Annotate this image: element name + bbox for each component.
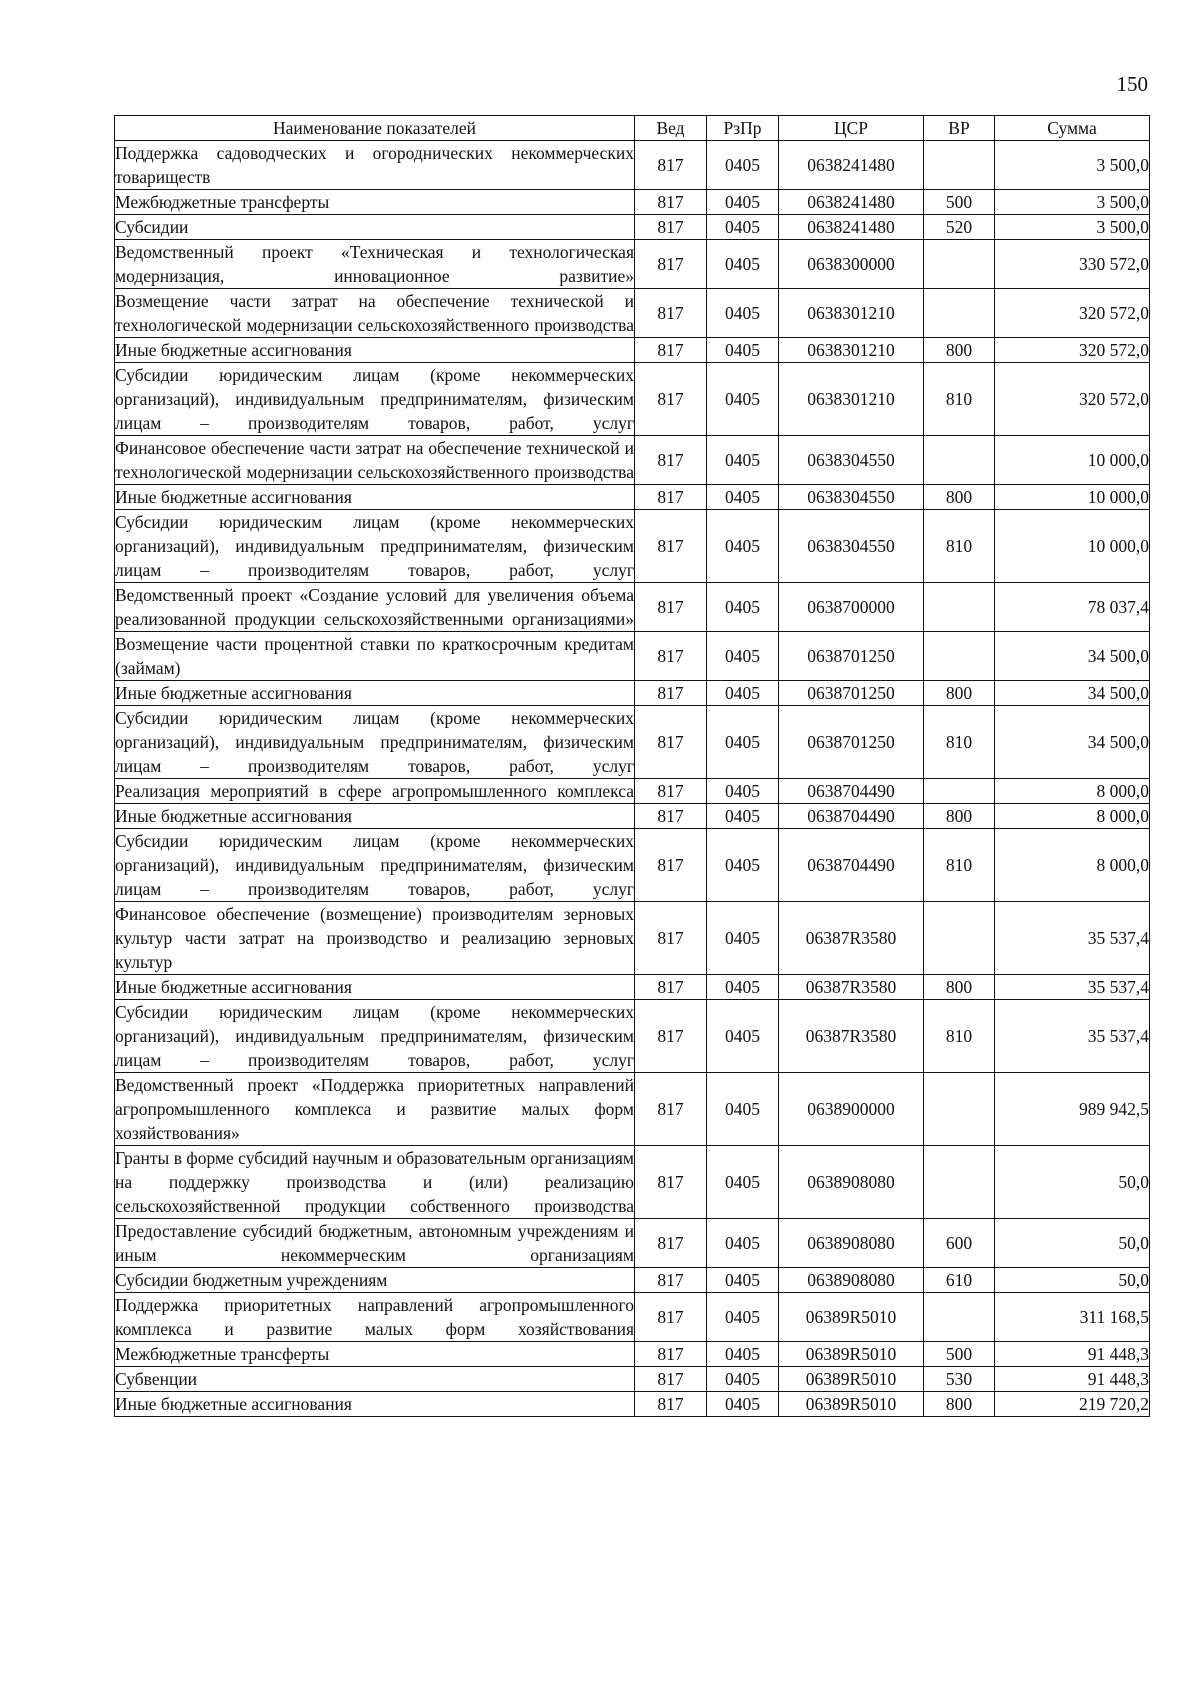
- cell-name: Иные бюджетные ассигнования: [115, 681, 635, 706]
- cell-section: 0405: [707, 1342, 779, 1367]
- header-dept: Вед: [635, 116, 707, 141]
- cell-vr: 500: [924, 190, 995, 215]
- cell-sum: 50,0: [995, 1219, 1150, 1268]
- table-row: [115, 1073, 1150, 1146]
- cell-csr: 0638241480: [779, 215, 924, 240]
- cell-csr: 0638304550: [779, 510, 924, 583]
- cell-vr: 530: [924, 1367, 995, 1392]
- cell-csr: 06387R3580: [779, 902, 924, 975]
- cell-dept: 817: [635, 363, 707, 436]
- cell-dept: 817: [635, 975, 707, 1000]
- cell-sum: 34 500,0: [995, 706, 1150, 779]
- cell-section: 0405: [707, 240, 779, 289]
- cell-name: Межбюджетные трансферты: [115, 1342, 635, 1367]
- cell-name: Субсидии юридическим лицам (кроме некоммерческих организаций), индивидуальным предпринимателям, физическим лицам – производителям товаров, работ, услуг: [115, 829, 635, 902]
- cell-csr: 0638241480: [779, 190, 924, 215]
- cell-name: Финансовое обеспечение части затрат на обеспечение технической и технологической модернизации сельскохозяйственного производства: [115, 436, 635, 485]
- cell-section: 0405: [707, 804, 779, 829]
- table-row: [115, 338, 1150, 363]
- table-row: [115, 240, 1150, 289]
- cell-sum: 50,0: [995, 1268, 1150, 1293]
- table-row: [115, 1342, 1150, 1367]
- cell-dept: 817: [635, 141, 707, 190]
- cell-name: Ведомственный проект «Техническая и технологическая модернизация, инновационное развитие»: [115, 240, 635, 289]
- cell-vr: 810: [924, 706, 995, 779]
- table-row: [115, 779, 1150, 804]
- cell-vr: [924, 902, 995, 975]
- cell-sum: 34 500,0: [995, 632, 1150, 681]
- table-row: [115, 510, 1150, 583]
- cell-section: 0405: [707, 902, 779, 975]
- cell-vr: 800: [924, 485, 995, 510]
- cell-section: 0405: [707, 632, 779, 681]
- cell-section: 0405: [707, 1073, 779, 1146]
- cell-name: Иные бюджетные ассигнования: [115, 804, 635, 829]
- cell-sum: 311 168,5: [995, 1293, 1150, 1342]
- cell-vr: 520: [924, 215, 995, 240]
- cell-vr: 610: [924, 1268, 995, 1293]
- table-row: [115, 975, 1150, 1000]
- cell-name: Ведомственный проект «Поддержка приоритетных направлений агропромышленного комплекса и развитие малых форм хозяйствования»: [115, 1073, 635, 1146]
- cell-dept: 817: [635, 1146, 707, 1219]
- cell-section: 0405: [707, 363, 779, 436]
- table-row: [115, 583, 1150, 632]
- cell-section: 0405: [707, 583, 779, 632]
- cell-dept: 817: [635, 190, 707, 215]
- cell-dept: 817: [635, 289, 707, 338]
- cell-csr: 0638701250: [779, 632, 924, 681]
- cell-name: Иные бюджетные ассигнования: [115, 1392, 635, 1417]
- cell-dept: 817: [635, 240, 707, 289]
- cell-name: Поддержка приоритетных направлений агропромышленного комплекса и развитие малых форм хозяйствования: [115, 1293, 635, 1342]
- cell-dept: 817: [635, 829, 707, 902]
- cell-csr: 0638301210: [779, 289, 924, 338]
- cell-dept: 817: [635, 436, 707, 485]
- cell-section: 0405: [707, 1293, 779, 1342]
- cell-vr: [924, 1073, 995, 1146]
- cell-section: 0405: [707, 485, 779, 510]
- cell-dept: 817: [635, 510, 707, 583]
- cell-name: Финансовое обеспечение (возмещение) производителям зерновых культур части затрат на производство и реализацию зерновых культур: [115, 902, 635, 975]
- cell-sum: 10 000,0: [995, 510, 1150, 583]
- cell-name: Иные бюджетные ассигнования: [115, 338, 635, 363]
- cell-name: Предоставление субсидий бюджетным, автономным учреждениям и иным некоммерческим организациям: [115, 1219, 635, 1268]
- cell-section: 0405: [707, 289, 779, 338]
- header-name: Наименование показателей: [115, 116, 635, 141]
- cell-name: Ведомственный проект «Создание условий для увеличения объема реализованной продукции сельскохозяйственными организациями»: [115, 583, 635, 632]
- table-row: [115, 363, 1150, 436]
- cell-sum: 219 720,2: [995, 1392, 1150, 1417]
- cell-sum: 8 000,0: [995, 829, 1150, 902]
- cell-sum: 3 500,0: [995, 141, 1150, 190]
- cell-name: Иные бюджетные ассигнования: [115, 975, 635, 1000]
- cell-section: 0405: [707, 215, 779, 240]
- cell-sum: 3 500,0: [995, 190, 1150, 215]
- cell-section: 0405: [707, 190, 779, 215]
- cell-sum: 8 000,0: [995, 779, 1150, 804]
- cell-vr: [924, 1293, 995, 1342]
- cell-csr: 06389R5010: [779, 1342, 924, 1367]
- cell-vr: [924, 583, 995, 632]
- header-sum: Сумма: [995, 116, 1150, 141]
- cell-dept: 817: [635, 681, 707, 706]
- table-body: [115, 141, 1150, 1417]
- cell-vr: 810: [924, 1000, 995, 1073]
- cell-vr: 800: [924, 681, 995, 706]
- cell-sum: 320 572,0: [995, 289, 1150, 338]
- cell-csr: 0638304550: [779, 485, 924, 510]
- cell-section: 0405: [707, 1367, 779, 1392]
- cell-section: 0405: [707, 1392, 779, 1417]
- cell-dept: 817: [635, 1219, 707, 1268]
- table-row: [115, 141, 1150, 190]
- cell-dept: 817: [635, 1342, 707, 1367]
- cell-sum: 35 537,4: [995, 975, 1150, 1000]
- cell-section: 0405: [707, 436, 779, 485]
- table-row: [115, 902, 1150, 975]
- cell-sum: 330 572,0: [995, 240, 1150, 289]
- cell-name: Субвенции: [115, 1367, 635, 1392]
- cell-section: 0405: [707, 1268, 779, 1293]
- budget-table: [114, 115, 1150, 1417]
- cell-sum: 50,0: [995, 1146, 1150, 1219]
- table-row: [115, 436, 1150, 485]
- cell-csr: 06389R5010: [779, 1293, 924, 1342]
- cell-section: 0405: [707, 1000, 779, 1073]
- cell-sum: 35 537,4: [995, 902, 1150, 975]
- cell-sum: 989 942,5: [995, 1073, 1150, 1146]
- cell-dept: 817: [635, 632, 707, 681]
- cell-vr: [924, 1146, 995, 1219]
- cell-name: Иные бюджетные ассигнования: [115, 485, 635, 510]
- cell-section: 0405: [707, 779, 779, 804]
- table-row: [115, 1293, 1150, 1342]
- cell-name: Возмещение части затрат на обеспечение технической и технологической модернизации сельскохозяйственного производства: [115, 289, 635, 338]
- cell-dept: 817: [635, 338, 707, 363]
- cell-section: 0405: [707, 1219, 779, 1268]
- cell-dept: 817: [635, 706, 707, 779]
- cell-dept: 817: [635, 1293, 707, 1342]
- cell-sum: 320 572,0: [995, 363, 1150, 436]
- cell-dept: 817: [635, 779, 707, 804]
- cell-dept: 817: [635, 583, 707, 632]
- cell-csr: 0638241480: [779, 141, 924, 190]
- cell-section: 0405: [707, 338, 779, 363]
- cell-csr: 0638908080: [779, 1219, 924, 1268]
- cell-section: 0405: [707, 706, 779, 779]
- cell-name: Субсидии юридическим лицам (кроме некоммерческих организаций), индивидуальным предпринимателям, физическим лицам – производителям товаров, работ, услуг: [115, 363, 635, 436]
- cell-name: Субсидии юридическим лицам (кроме некоммерческих организаций), индивидуальным предпринимателям, физическим лицам – производителям товаров, работ, услуг: [115, 1000, 635, 1073]
- cell-name: Субсидии: [115, 215, 635, 240]
- cell-sum: 91 448,3: [995, 1367, 1150, 1392]
- header-row: [115, 116, 1150, 141]
- cell-vr: 800: [924, 975, 995, 1000]
- table-row: [115, 215, 1150, 240]
- table-header: [115, 116, 1150, 141]
- cell-csr: 0638304550: [779, 436, 924, 485]
- cell-sum: 10 000,0: [995, 485, 1150, 510]
- cell-name: Межбюджетные трансферты: [115, 190, 635, 215]
- cell-vr: 810: [924, 363, 995, 436]
- cell-section: 0405: [707, 1146, 779, 1219]
- cell-sum: 34 500,0: [995, 681, 1150, 706]
- cell-section: 0405: [707, 681, 779, 706]
- cell-csr: 0638700000: [779, 583, 924, 632]
- cell-name: Реализация мероприятий в сфере агропромышленного комплекса: [115, 779, 635, 804]
- cell-csr: 0638701250: [779, 681, 924, 706]
- cell-vr: [924, 289, 995, 338]
- cell-dept: 817: [635, 1073, 707, 1146]
- cell-csr: 0638900000: [779, 1073, 924, 1146]
- cell-dept: 817: [635, 902, 707, 975]
- table-row: [115, 1268, 1150, 1293]
- cell-vr: 810: [924, 829, 995, 902]
- cell-sum: 35 537,4: [995, 1000, 1150, 1073]
- table-row: [115, 681, 1150, 706]
- cell-csr: 06389R5010: [779, 1392, 924, 1417]
- cell-sum: 10 000,0: [995, 436, 1150, 485]
- cell-name: Субсидии бюджетным учреждениям: [115, 1268, 635, 1293]
- table-row: [115, 289, 1150, 338]
- cell-csr: 0638301210: [779, 338, 924, 363]
- cell-csr: 0638704490: [779, 829, 924, 902]
- cell-dept: 817: [635, 215, 707, 240]
- cell-section: 0405: [707, 141, 779, 190]
- table-row: [115, 1367, 1150, 1392]
- table-row: [115, 190, 1150, 215]
- cell-vr: [924, 436, 995, 485]
- cell-csr: 06389R5010: [779, 1367, 924, 1392]
- cell-sum: 91 448,3: [995, 1342, 1150, 1367]
- cell-sum: 3 500,0: [995, 215, 1150, 240]
- cell-csr: 0638701250: [779, 706, 924, 779]
- cell-section: 0405: [707, 829, 779, 902]
- table-row: [115, 1219, 1150, 1268]
- header-section: РзПр: [707, 116, 779, 141]
- cell-dept: 817: [635, 1392, 707, 1417]
- table-row: [115, 829, 1150, 902]
- header-vr: ВР: [924, 116, 995, 141]
- table-row: [115, 706, 1150, 779]
- cell-csr: 0638908080: [779, 1268, 924, 1293]
- cell-name: Поддержка садоводческих и огороднических некоммерческих товариществ: [115, 141, 635, 190]
- cell-vr: [924, 632, 995, 681]
- cell-vr: 810: [924, 510, 995, 583]
- cell-csr: 0638908080: [779, 1146, 924, 1219]
- cell-name: Субсидии юридическим лицам (кроме некоммерческих организаций), индивидуальным предпринимателям, физическим лицам – производителям товаров, работ, услуг: [115, 510, 635, 583]
- cell-dept: 817: [635, 804, 707, 829]
- table-row: [115, 485, 1150, 510]
- cell-name: Гранты в форме субсидий научным и образовательным организациям на поддержку производства и (или) реализацию сельскохозяйственной продукции собственного производства: [115, 1146, 635, 1219]
- cell-vr: [924, 779, 995, 804]
- cell-csr: 0638704490: [779, 779, 924, 804]
- cell-csr: 0638300000: [779, 240, 924, 289]
- cell-vr: 600: [924, 1219, 995, 1268]
- cell-vr: 800: [924, 1392, 995, 1417]
- cell-csr: 0638704490: [779, 804, 924, 829]
- header-csr: ЦСР: [779, 116, 924, 141]
- cell-name: Возмещение части процентной ставки по краткосрочным кредитам (займам): [115, 632, 635, 681]
- cell-vr: 800: [924, 338, 995, 363]
- table-row: [115, 632, 1150, 681]
- cell-dept: 817: [635, 485, 707, 510]
- cell-section: 0405: [707, 975, 779, 1000]
- cell-vr: [924, 141, 995, 190]
- cell-dept: 817: [635, 1367, 707, 1392]
- cell-sum: 8 000,0: [995, 804, 1150, 829]
- cell-vr: 500: [924, 1342, 995, 1367]
- cell-vr: 800: [924, 804, 995, 829]
- page-number: 150: [1116, 72, 1148, 96]
- cell-csr: 06387R3580: [779, 1000, 924, 1073]
- cell-name: Субсидии юридическим лицам (кроме некоммерческих организаций), индивидуальным предпринимателям, физическим лицам – производителям товаров, работ, услуг: [115, 706, 635, 779]
- cell-sum: 78 037,4: [995, 583, 1150, 632]
- table-row: [115, 1392, 1150, 1417]
- cell-csr: 0638301210: [779, 363, 924, 436]
- cell-csr: 06387R3580: [779, 975, 924, 1000]
- cell-vr: [924, 240, 995, 289]
- table-row: [115, 804, 1150, 829]
- table-row: [115, 1146, 1150, 1219]
- cell-sum: 320 572,0: [995, 338, 1150, 363]
- cell-dept: 817: [635, 1000, 707, 1073]
- cell-section: 0405: [707, 510, 779, 583]
- cell-dept: 817: [635, 1268, 707, 1293]
- table-row: [115, 1000, 1150, 1073]
